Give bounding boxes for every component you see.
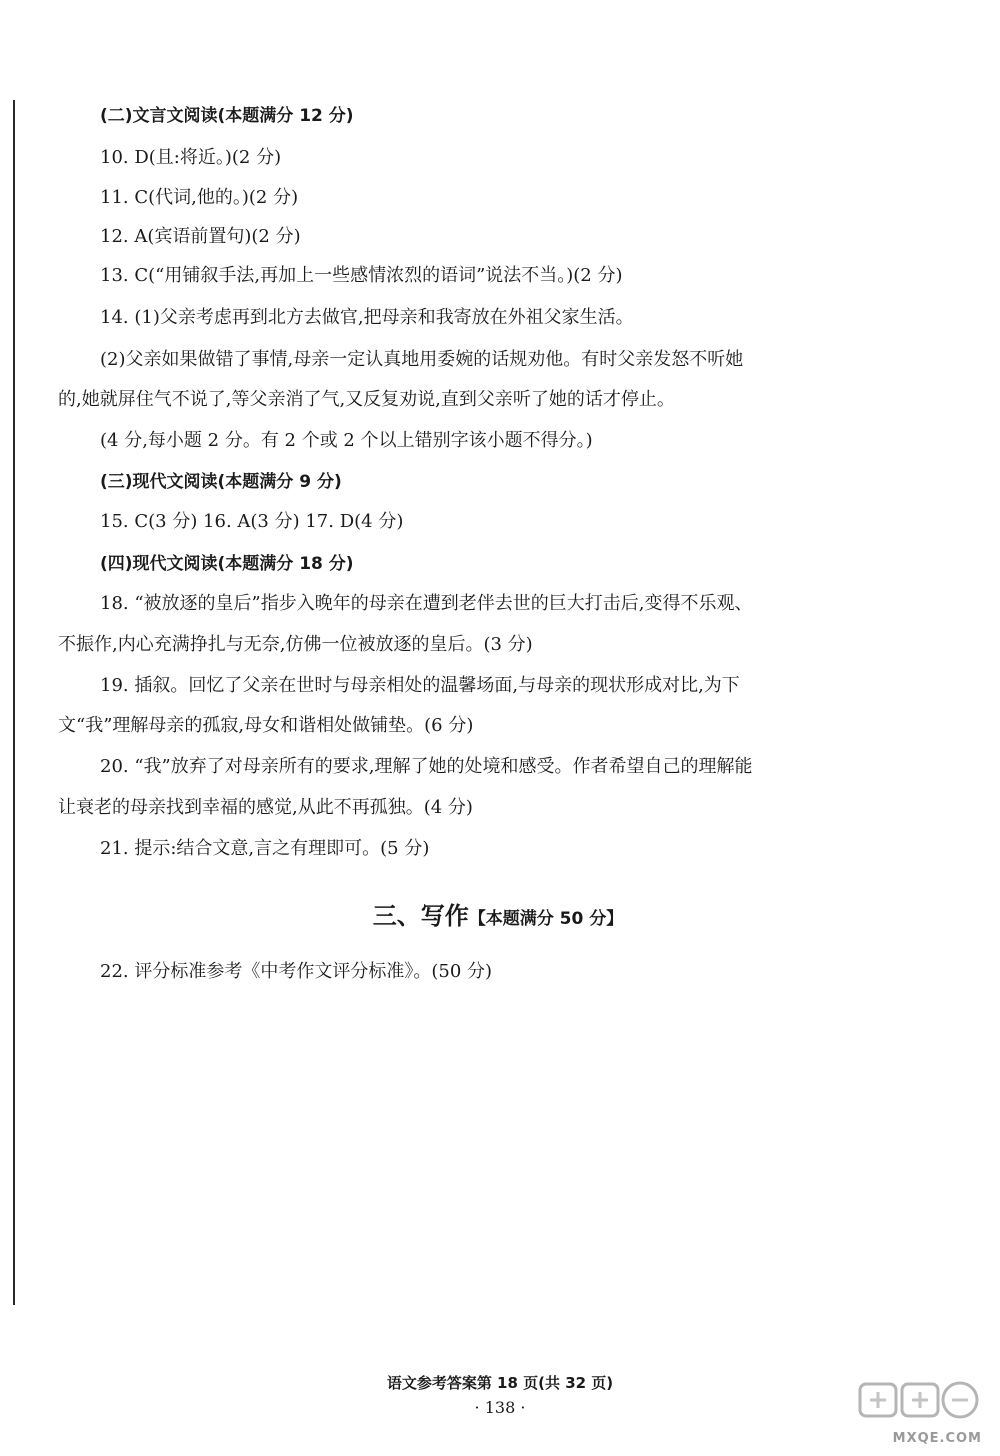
answer-q11: 11. C(代词,他的。)(2 分) xyxy=(100,187,299,208)
answer-q15-17: 15. C(3 分) 16. A(3 分) 17. D(4 分) xyxy=(100,511,404,532)
answer-q19-line2: 文“我”理解母亲的孤寂,母女和谐相处做铺垫。(6 分) xyxy=(58,715,474,736)
section-heading-modern1: (三)现代文阅读(本题满分 9 分) xyxy=(100,472,342,492)
answer-q10: 10. D(且:将近。)(2 分) xyxy=(100,147,282,168)
margin-rule xyxy=(13,100,15,1305)
page-number: · 138 · xyxy=(474,1398,526,1417)
answer-q20-line2: 让衰老的母亲找到幸福的感觉,从此不再孤独。(4 分) xyxy=(58,797,473,818)
writing-subtitle: 【本题满分 50 分】 xyxy=(468,909,624,929)
footer-title: 语文参考答案第 18 页(共 32 页) xyxy=(386,1374,614,1392)
answer-q22: 22. 评分标准参考《中考作文评分标准》。(50 分) xyxy=(100,961,493,982)
writing-title: 三、写作 xyxy=(372,902,469,930)
answer-q13: 13. C(“用铺叙手法,再加上一些感情浓烈的语词”说法不当。)(2 分) xyxy=(100,265,623,286)
answer-q12: 12. A(宾语前置句)(2 分) xyxy=(100,226,301,247)
watermark-text: MXQE.COM xyxy=(892,1431,982,1446)
answer-q20-line1: 20. “我”放弃了对母亲所有的要求,理解了她的处境和感受。作者希望自己的理解能 xyxy=(100,756,753,777)
answer-q14-note: (4 分,每小题 2 分。有 2 个或 2 个以上错别字该小题不得分。) xyxy=(100,430,593,451)
answer-q14-part1: 14. (1)父亲考虑再到北方去做官,把母亲和我寄放在外祖父家生活。 xyxy=(100,307,634,328)
answer-q14-part2-line2: 的,她就屏住气不说了,等父亲消了气,又反复劝说,直到父亲听了她的话才停止。 xyxy=(58,389,675,410)
answer-q21: 21. 提示:结合文意,言之有理即可。(5 分) xyxy=(100,838,430,859)
answer-q18-line2: 不振作,内心充满挣扎与无奈,仿佛一位被放逐的皇后。(3 分) xyxy=(58,634,533,655)
section-heading-classical: (二)文言文阅读(本题满分 12 分) xyxy=(100,106,354,126)
answer-q19-line1: 19. 插叙。回忆了父亲在世时与母亲相处的温馨场面,与母亲的现状形成对比,为下 xyxy=(100,675,740,696)
section-heading-modern2: (四)现代文阅读(本题满分 18 分) xyxy=(100,554,354,574)
answer-q18-line1: 18. “被放逐的皇后”指步入晚年的母亲在遭到老伴去世的巨大打击后,变得不乐观、 xyxy=(100,593,753,614)
writing-section-title xyxy=(58,896,938,931)
answer-q14-part2-line1: (2)父亲如果做错了事情,母亲一定认真地用委婉的话规劝他。有时父亲发怒不听她 xyxy=(100,349,744,370)
